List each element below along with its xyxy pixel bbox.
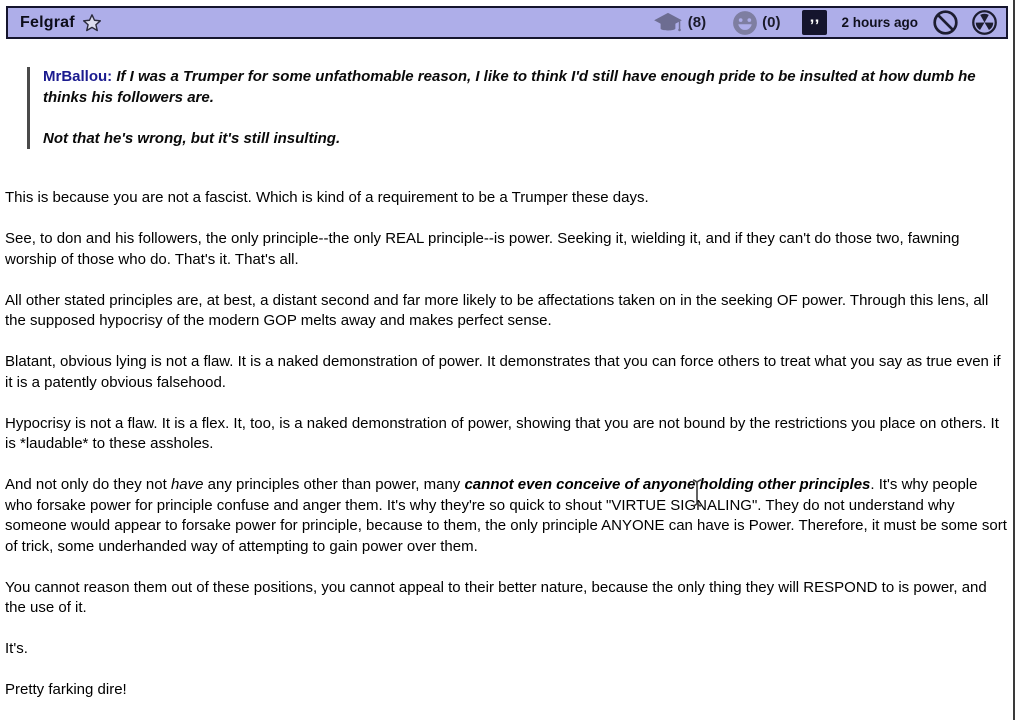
quote-text: If I was a Trumper for some unfathomable reason, I like to think I'd still have enough pride to be insulted at how dumb he thinks his followers are. [43,68,976,106]
comment-paragraph: All other stated principles are, at best, a distant second and far more likely to be affectations taken on in the seeking OF power. Through this lens, all the supposed hypocrisy of the modern GOP melts away and makes perfect sense. [5,291,989,329]
block-user-icon[interactable] [932,9,959,36]
funny-vote-count: (0) [762,14,781,31]
comment-paragraph: Pretty farking dire! [5,681,127,698]
comment-content [0,67,1024,701]
pinwheel-icon[interactable] [971,9,998,36]
header-actions [652,9,998,36]
page-right-border [1013,0,1015,720]
favorite-star-icon[interactable] [82,13,102,33]
smart-vote-group[interactable] [652,11,706,35]
comment-paragraph: And not only do they not have any principles other than power, many cannot even conceive of anyone holding other principles. It's why people who forsake power for principle confuse and anger them. It's why they're so quick to shout "VIRTUE SIGNALING". They do not understand why someone would appear to forsake power for principle, because to them, the only principle ANYONE can have is Power. Therefore, it must be some sort of trick, some underhanded way of attempting to gain power over them. [5,476,1007,555]
comment-paragraph: Hypocrisy is not a flaw. It is a flex. It, too, is a naked demonstration of power, showing that you are not bound by the restrictions you place on others. It is *laudable* to these assholes. [5,414,999,452]
comment-paragraph: This is because you are not a fascist. Which is kind of a requirement to be a Trumper these days. [5,189,649,206]
smiley-icon[interactable] [732,10,758,36]
funny-vote-group[interactable] [732,10,780,36]
comment-author-username[interactable]: Felgraf [20,13,75,31]
smart-vote-count: (8) [687,14,707,31]
comment-paragraph: It's. [5,640,28,657]
comment-body [5,188,1008,701]
comment-paragraph: You cannot reason them out of these positions, you cannot appeal to their better nature, because the only thing they will RESPOND to is power, and the use of it. [5,578,987,616]
quote-button[interactable] [802,10,827,35]
quote-paragraph: Not that he's wrong, but it's still insulting. [43,129,341,147]
comment-timestamp[interactable]: 2 hours ago [841,15,918,30]
quote-icon: ’’ [809,15,821,35]
quote-paragraph [43,67,994,108]
comment-paragraph: Blatant, obvious lying is not a flaw. It is a naked demonstration of power. It demonstrates that you can force others to treat what you say as true even if it is a patently obvious falsehood. [5,353,1001,391]
comment-paragraph: See, to don and his followers, the only principle--the only REAL principle--is power. Seeking it, wielding it, and if they can't do those two, fawning worship of those who do. That's it. That's all. [5,230,960,268]
comment-header-bar [6,6,1008,39]
graduation-cap-icon[interactable] [652,11,684,35]
quoted-comment [27,67,994,149]
quoted-author-name[interactable]: MrBallou: [43,68,113,85]
